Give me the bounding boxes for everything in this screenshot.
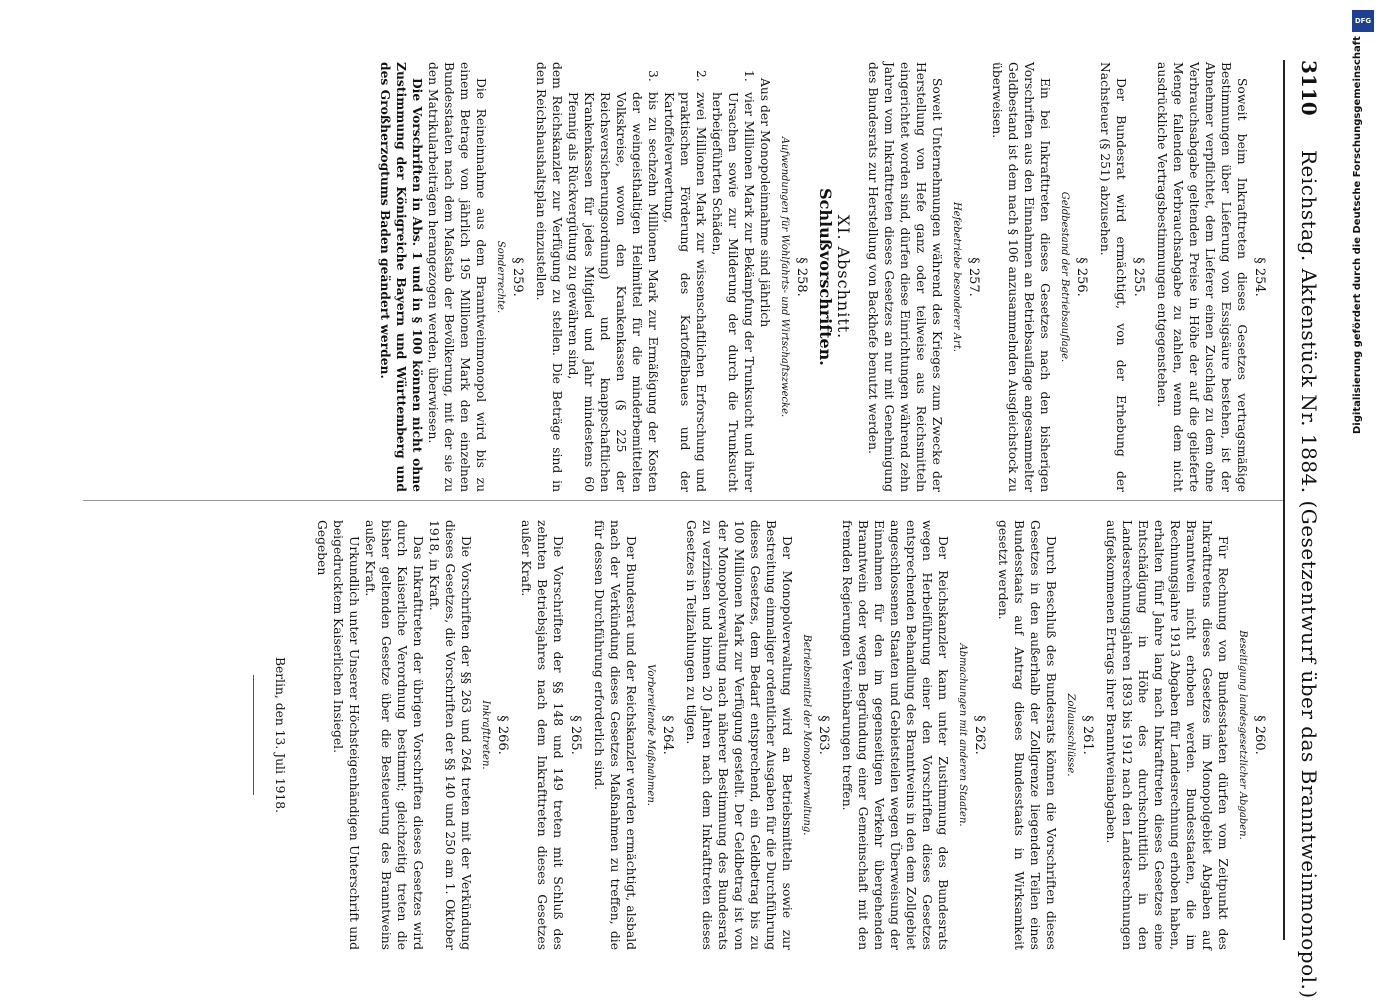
list-text: zwei Millionen Mark zur wissenschaftlichen Erforschung und praktischen Förderung des Kartoffelbaues und der Kartoffelverwertung, [662,92,708,492]
left-column [377,62,1275,492]
section-heading: § 263. [816,715,831,755]
section-text: Die Reineinnahme aus dem Branntweinmonopol wird bis zu einem Betrage von jährlich 195 Millionen Mark den einzelnen Bundesstaaten nach dem Maßstab der Bevölkerung, mit der sie zu den Matrikularbeiträgen herangezogen werden, überwiesen. [426,62,488,492]
section-heading: § 261. [1080,715,1095,755]
section-subtitle: Vorbereitende Maßnahmen. [645,664,656,806]
section-heading: § 257. [966,257,981,297]
section-heading: § 265. [568,715,583,755]
given-line: Gegeben [315,520,329,576]
section-text: Urkundlich unter Unserer Höchsteigenhändigen Unterschrift und beigedrucktem Kaiserlichen Insiegel. [331,520,361,950]
page-header [1287,60,1321,999]
section-subtitle: Betriebsmittel der Monopolverwaltung. [801,634,812,836]
section-subtitle: Inkrafttreten. [480,700,491,770]
dfg-logo: DFG [1352,10,1374,32]
section-text: dem Reichskanzler zur Verfügung zu stellen. Die Beträge sind in den Reichshaushaltsplan einzustellen. [534,62,564,492]
section-text: Für Rechnung von Bundesstaaten dürfen vom Zeitpunkt des Inkrafttretens dieses Gesetzes im Monopolgebiet Abgaben auf Branntwein nicht erhoben werden. Bundesstaaten, die im Rechnungsjahre 1913 Abgaben für Landesrechnung erhoben haben, erhalten fünf Jahre lang nach Inkrafttreten dieses Gesetzes eine Entschädigung in Höhe des durchschnittlich in den Landesrechnungsjahren 1893 bis 1912 nach den Landesrechnungen aufgekommenen Ertrags ihrer Branntweinabgaben. [1104,520,1230,950]
list-text: bis zu sechzehn Millionen Mark zur Ermäßigung der Kosten der weingeisthaltigen Heilmittel für die minderbemittelten Volkskreise, wovon den Krankenkassen (§ 225 der Reichsversicherungsordnung) und knappschaftlichen Krankenkassen für jedes Mitglied und Jahr mindestens 60 Pfennig als Rückvergütung zu gewähren sind, [566,92,660,492]
page-title: Reichstag. Aktenstück Nr. 1884. (Gesetzentwurf über das Branntweinmonopol.) [1297,150,1321,999]
section-text: Soweit beim Inkrafttreten dieses Gesetzes vertragsmäßige Bestimmungen über Lieferung von Essigsäure bestehen, ist der Abnehmer verpflichtet, dem Lieferer einen Zuschlag zu dem ohne Verbrauchsabgabe geltenden Preise in Höhe der auf die gelieferte Menge fallenden Verbrauchsabgabe zu zahlen, wenn dem nicht ausdrückliche Vertragsbestimmungen entgegenstehen. [1155,62,1249,492]
list-item [565,62,661,492]
list-item [709,62,757,492]
section-text: Die Vorschriften der §§ 263 und 264 treten mit der Verkündung dieses Gesetzes, die Vorschriften der §§ 140 und 250 am 1. Oktober 1918, in Kraft. [427,520,473,950]
section-text: Der Bundesrat und der Reichskanzler werden ermächtigt, alsbald nach der Verkündung dieses Gesetzes Maßnahmen zu treffen, die für dessen Durchführung erforderlich sind. [592,520,638,950]
section-heading: § 255. [1131,257,1146,297]
section-subtitle: Aufwendungen für Wohlfahrts- und Wirtschaftszwecke. [779,136,790,418]
list-text: vier Millionen Mark zur Bekämpfung der Trunksucht und ihrer Ursachen sowie zur Milderung der durch die Trunksucht herbeigeführten Schäden, [710,92,756,492]
section-heading: § 260. [1252,715,1267,755]
section-text: Die Vorschriften in Abs. 1 und in § 100 können nicht ohne Zustimmung der Königreiche Bayern und Württemberg und des Großherzogtums Baden geändert werden. [378,62,425,492]
section-heading: § 262. [972,715,987,755]
section-text: Der Reichskanzler kann unter Zustimmung des Bundesrats wegen Herbeiführung einer den Vorschriften dieses Gesetzes entsprechenden Behandlung des Branntweins in den dem Zollgebiet angeschlossenen Staaten und Gebietsteilen wegen Überweisung der Einnahmen für den im gegenseitigen Verkehr übergehenden Branntwein oder wegen Begründung einer Gemeinschaft mit den fremden Regierungen Vereinbarungen treffen. [840,520,950,950]
list-item [661,62,709,492]
section-text: Der Bundesrat wird ermächtigt, von der Erhebung der Nachsteuer (§ 251) abzusehen. [1098,62,1128,492]
section-text: Ein bei Inkrafttreten dieses Gesetzes nach den bisherigen Vorschriften aus den Einnahmen an Betriebsauflage angesammelter Geldbestand ist dem nach § 106 anzusammelnden Ausgleichstock zu überweisen. [990,62,1052,492]
digitization-credit: Digitalisierung gefördert durch die Deutsche Forschungsgemeinschaft [1352,36,1363,434]
section-heading: § 258. [794,257,809,297]
column-divider [83,500,1283,501]
section-text: Die Vorschriften der §§ 148 und 149 treten mit Schluß des zehnten Betriebsjahres nach dem Inkrafttreten dieses Gesetzes außer Kraft. [519,520,565,950]
section-text: Durch Beschluß des Bundesrats können die Vorschriften dieses Gesetzes in den außerhalb der Zollgrenze liegenden Teilen eines Bundesstaats auf Antrag dieses Bundesstaats in Wirksamkeit gesetzt werden. [996,520,1058,950]
chapter-subtitle: Schlußvorschriften. [816,188,835,366]
chapter-title: XI. Abschnitt. [834,214,853,340]
right-column [253,520,1275,950]
section-heading: § 264. [660,715,675,755]
section-heading: § 266. [495,715,510,755]
list-number: 3. [646,70,660,82]
section-subtitle: Hefebetriebe besonderer Art. [951,201,962,353]
section-heading: § 256. [1074,257,1089,297]
section-subtitle: Abmachungen mit anderen Staaten. [957,643,968,827]
sign-date: Berlin, den 13. Juli 1918. [273,656,287,814]
list-number: 2. [694,70,708,82]
section-subtitle: Beseitigung landesgesetzlicher Abgaben. [1237,630,1248,840]
section-subtitle: Geldbestand der Betriebsauflage. [1059,191,1070,363]
section-text: Soweit Unternehmungen während des Krieges zum Zwecke der Herstellung von Hefe ganz oder teilweise aus Reichsmitteln eingerichtet worden sind, dürfen diese Einrichtungen während zehn Jahren vom Inkrafttreten dieses Gesetzes an nur mit Genehmigung des Bundesrats zur Herstellung von Backhefe benutzt werden. [866,62,944,492]
list-number: 1. [742,70,756,82]
section-heading: § 259. [510,257,525,297]
section-text: Aus der Monopoleinnahme sind jährlich [758,78,772,328]
header-rule [1283,60,1285,940]
section-heading: § 254. [1252,257,1267,297]
section-subtitle: Sonderrechte. [495,240,506,314]
page-number: 3110 [1297,60,1321,116]
section-text: Der Monopolverwaltung wird an Betriebsmitteln sowie zur Bestreitung einmaliger ordentlicher Ausgaben für die Durchführung dieses Gesetzes, dem Bedarf entsprechend, ein Geldbetrag bis zu 100 Millionen Mark zur Verfügung gestellt. Der Geldbetrag ist von der Monopolverwaltung nach näherer Bestimmung des Bundesrats zu verzinsen und binnen 20 Jahren nach dem Inkrafttreten dieses Gesetzes in Teilzahlungen zu tilgen. [684,520,794,950]
section-text: Das Inkrafttreten der übrigen Vorschriften dieses Gesetzes wird durch Kaiserliche Verordnung bestimmt; gleichzeitig treten die bisher geltenden Gesetze über die Besteuerung des Branntweins außer Kraft. [363,520,425,950]
closing-rule [253,675,254,795]
section-subtitle: Zollausschlüsse. [1065,693,1076,777]
